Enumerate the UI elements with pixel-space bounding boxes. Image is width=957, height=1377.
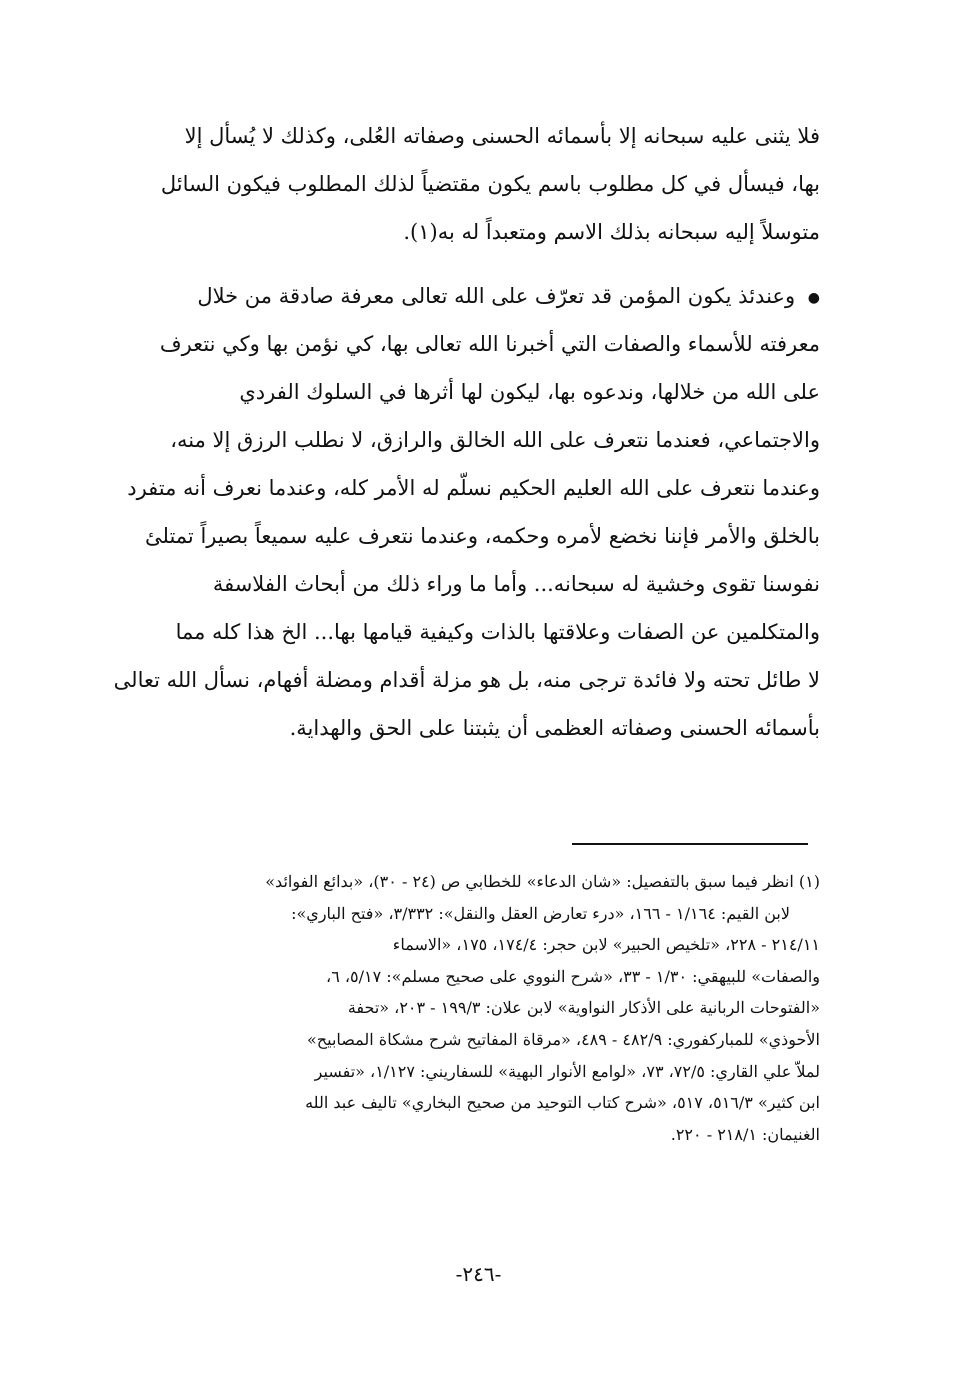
paragraph-line: معرفته للأسماء والصفات التي أخبرنا الله تعالى بها، كي نؤمن بها وكي نتعرف (159, 332, 820, 356)
paragraph-line: متوسلاً إليه سبحانه بذلك الاسم ومتعبداً له به(١). (403, 220, 820, 244)
paragraph-line: نفوسنا تقوى وخشية له سبحانه... وأما ما وراء ذلك من أبحاث الفلاسفة (212, 572, 820, 596)
paragraph-line-first (100, 272, 820, 320)
footnote-separator (572, 843, 808, 845)
footnote-line: لملاّ علي القاري: ٧٢/٥، ٧٣، «لوامع الأنوار البهية» للسفاريني: ١/١٢٧، «تفسير (314, 1061, 820, 1081)
footnotes (100, 866, 820, 1150)
footnote-line: الغنيمان: ٢١٨/١ - ٢٢٠. (670, 1124, 820, 1144)
paragraph-line: على الله من خلالها، وندعوه بها، ليكون لها أثرها في السلوك الفردي (239, 380, 820, 404)
paragraph-2 (100, 272, 820, 752)
footnote-line: الأحوذي» للمباركفوري: ٤٨٢/٩ - ٤٨٩، «مرقاة المفاتيح شرح مشكاة المصابيح» (307, 1029, 820, 1049)
paragraph-line: والاجتماعي، فعندما نتعرف على الله الخالق والرازق، لا نطلب الرزق إلا منه، (170, 428, 820, 452)
footnote-line: (١) انظر فيما سبق بالتفصيل: «شان الدعاء» للخطابي ص (٢٤ - ٣٠)، «بدائع الفوائد» (265, 872, 820, 891)
paragraph-1 (100, 112, 820, 256)
paragraph-line: بالخلق والأمر فإننا نخضع لأمره وحكمه، وعندما نتعرف عليه سميعاً بصيراً تمتلئ (144, 524, 820, 548)
footnote-line: ابن كثير» ٥١٦/٣، ٥١٧، «شرح كتاب التوحيد من صحيح البخاري» تاليف عبد الله (305, 1093, 820, 1113)
paragraph-line-text: وعندئذ يكون المؤمن قد تعرّف على الله تعالى معرفة صادقة من خلال (197, 284, 796, 308)
page-number: -٢٤٦- (455, 1262, 502, 1286)
paragraph-line: وعندما نتعرف على الله العليم الحكيم نسلّم له الأمر كله، وعندما نعرف أنه متفرد (127, 476, 820, 500)
paragraph-line: لا طائل تحته ولا فائدة ترجى منه، بل هو مزلة أقدام ومضلة أفهام، نسأل الله تعالى (113, 668, 820, 692)
paragraph-line: فلا يثنى عليه سبحانه إلا بأسمائه الحسنى وصفاته العُلى، وكذلك لا يُسأل إلا (184, 124, 820, 148)
footnote-line: ٢١٤/١١ - ٢٢٨، «تلخيص الحبير» لابن حجر: ١٧٤/٤، ١٧٥، «الاسماء (392, 935, 820, 955)
footnote-line: «الفتوحات الربانية على الأذكار النواوية» لابن علان: ١٩٩/٣ - ٢٠٣، «تحفة (347, 998, 820, 1018)
footnote-line: لابن القيم: ١/١٦٤ - ١٦٦، «درء تعارض العقل والنقل»: ٣/٣٣٢، «فتح الباري»: (291, 903, 790, 923)
paragraph-line: بها، فيسأل في كل مطلوب باسم يكون مقتضياً لذلك المطلوب فيكون السائل (160, 172, 820, 196)
paragraph-line: بأسمائه الحسنى وصفاته العظمى أن يثبتنا على الحق والهداية. (289, 716, 820, 740)
paragraph-line: والمتكلمين عن الصفات وعلاقتها بالذات وكيفية قيامها بها... الخ هذا كله مما (175, 620, 820, 644)
bullet-icon: ● (807, 289, 820, 306)
footnote-line: والصفات» للبيهقي: ١/٣٠ - ٣٣، «شرح النووي على صحيح مسلم»: ٥/١٧، ٦، (326, 966, 820, 986)
